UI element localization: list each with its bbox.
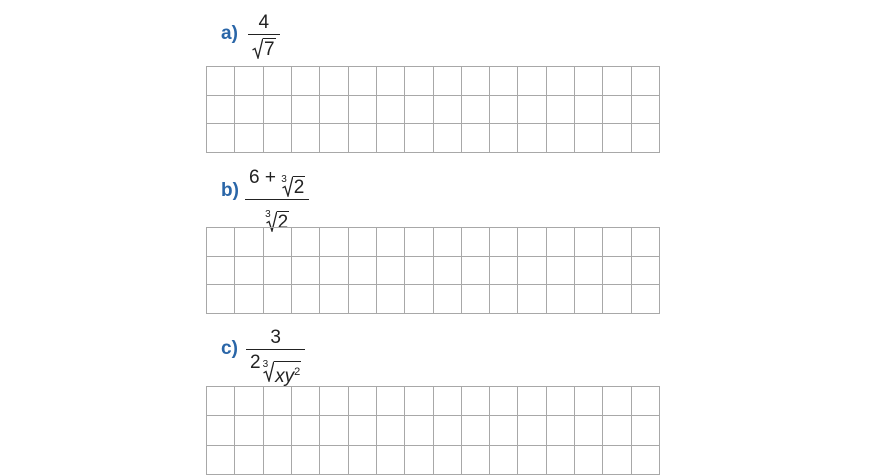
grid-cell[interactable]: [235, 67, 263, 96]
problem-c-expression: [246, 328, 305, 386]
radical-sign-icon: [252, 38, 263, 59]
numerator-prefix: 6 +: [249, 167, 282, 188]
grid-cell[interactable]: [575, 124, 603, 153]
radicand: [274, 361, 301, 386]
radicand: 2: [277, 212, 289, 233]
grid-cell[interactable]: [292, 96, 320, 125]
grid-cell[interactable]: [603, 416, 631, 445]
grid-cell[interactable]: [264, 257, 292, 286]
variable-y: y: [284, 366, 295, 387]
grid-cell[interactable]: [377, 67, 405, 96]
grid-cell[interactable]: [462, 285, 490, 314]
grid-cell[interactable]: [632, 446, 660, 475]
grid-cell[interactable]: [377, 416, 405, 445]
grid-cell[interactable]: [575, 257, 603, 286]
grid-cell[interactable]: [292, 124, 320, 153]
grid-cell[interactable]: [377, 96, 405, 125]
grid-cell[interactable]: [349, 285, 377, 314]
problem-c-denominator: [246, 350, 305, 386]
exponent: 2: [294, 366, 301, 378]
grid-cell[interactable]: [264, 416, 292, 445]
grid-cell[interactable]: [349, 416, 377, 445]
problem-c-numerator: 3: [270, 327, 281, 348]
grid-cell[interactable]: [235, 228, 263, 257]
grid-cell[interactable]: [292, 387, 320, 416]
grid-cell[interactable]: [632, 285, 660, 314]
grid-cell[interactable]: [434, 416, 462, 445]
grid-cell[interactable]: [603, 124, 631, 153]
grid-cell[interactable]: [518, 67, 546, 96]
grid-cell[interactable]: [405, 96, 433, 125]
grid-cell[interactable]: [518, 387, 546, 416]
grid-cell[interactable]: [490, 257, 518, 286]
grid-cell[interactable]: [632, 96, 660, 125]
grid-cell[interactable]: [320, 416, 348, 445]
cube-root: [263, 361, 302, 386]
grid-cell[interactable]: [547, 228, 575, 257]
grid-cell[interactable]: [575, 285, 603, 314]
grid-cell[interactable]: [434, 124, 462, 153]
grid-cell[interactable]: [434, 257, 462, 286]
grid-cell[interactable]: [603, 446, 631, 475]
answer-grid-a[interactable]: [206, 66, 660, 153]
root-index: 3: [262, 359, 269, 370]
grid-cell[interactable]: [462, 446, 490, 475]
grid-cell[interactable]: [518, 446, 546, 475]
grid-cell[interactable]: [632, 67, 660, 96]
grid-cell[interactable]: [462, 387, 490, 416]
problem-a-label: a): [221, 23, 238, 44]
grid-cell[interactable]: [207, 67, 235, 96]
grid-cell[interactable]: [235, 387, 263, 416]
variable-x: x: [275, 366, 285, 387]
grid-cell[interactable]: [632, 257, 660, 286]
grid-cell[interactable]: [377, 285, 405, 314]
grid-cell[interactable]: [575, 446, 603, 475]
grid-cell[interactable]: [292, 67, 320, 96]
grid-cell[interactable]: [320, 96, 348, 125]
grid-cell[interactable]: [575, 67, 603, 96]
grid-cell[interactable]: [490, 124, 518, 153]
grid-cell[interactable]: [490, 228, 518, 257]
grid-cell[interactable]: [603, 228, 631, 257]
problem-b-label: b): [221, 180, 239, 201]
answer-grid-c[interactable]: [206, 386, 660, 475]
grid-cell[interactable]: [490, 446, 518, 475]
grid-cell[interactable]: [264, 67, 292, 96]
grid-cell[interactable]: [235, 124, 263, 153]
problem-b-numerator: [245, 168, 309, 199]
grid-cell[interactable]: [207, 124, 235, 153]
grid-cell[interactable]: [632, 387, 660, 416]
grid-cell[interactable]: [518, 124, 546, 153]
grid-cell[interactable]: [434, 228, 462, 257]
grid-cell[interactable]: [462, 416, 490, 445]
grid-cell[interactable]: [547, 257, 575, 286]
grid-cell[interactable]: [603, 96, 631, 125]
grid-cell[interactable]: [207, 285, 235, 314]
grid-cell[interactable]: [349, 96, 377, 125]
grid-cell[interactable]: [349, 387, 377, 416]
grid-cell[interactable]: [235, 446, 263, 475]
grid-cell[interactable]: [490, 387, 518, 416]
grid-cell[interactable]: [518, 416, 546, 445]
grid-cell[interactable]: [264, 124, 292, 153]
grid-cell[interactable]: [264, 387, 292, 416]
grid-cell[interactable]: [547, 387, 575, 416]
grid-cell[interactable]: [207, 446, 235, 475]
grid-cell[interactable]: [462, 228, 490, 257]
grid-cell[interactable]: [207, 257, 235, 286]
grid-cell[interactable]: [518, 228, 546, 257]
grid-cell[interactable]: [547, 96, 575, 125]
grid-cell[interactable]: [575, 387, 603, 416]
grid-cell[interactable]: [434, 446, 462, 475]
grid-cell[interactable]: [518, 96, 546, 125]
grid-cell[interactable]: [264, 228, 292, 257]
grid-cell[interactable]: [207, 416, 235, 445]
grid-cell[interactable]: [264, 285, 292, 314]
grid-cell[interactable]: [490, 96, 518, 125]
grid-cell[interactable]: [235, 416, 263, 445]
grid-cell[interactable]: [377, 228, 405, 257]
grid-cell[interactable]: [377, 387, 405, 416]
grid-cell[interactable]: [292, 416, 320, 445]
problem-a-denominator: [248, 35, 280, 63]
grid-cell[interactable]: [377, 257, 405, 286]
grid-cell[interactable]: [518, 257, 546, 286]
grid-cell[interactable]: [632, 124, 660, 153]
grid-cell[interactable]: [575, 228, 603, 257]
problem-c-label: c): [221, 338, 238, 359]
grid-cell[interactable]: [434, 285, 462, 314]
grid-cell[interactable]: [377, 446, 405, 475]
grid-cell[interactable]: [434, 67, 462, 96]
grid-cell[interactable]: [320, 285, 348, 314]
grid-cell[interactable]: [547, 124, 575, 153]
grid-cell[interactable]: [547, 67, 575, 96]
radicand: 7: [264, 39, 275, 60]
grid-cell[interactable]: [405, 67, 433, 96]
grid-cell[interactable]: [575, 96, 603, 125]
grid-cell[interactable]: [603, 387, 631, 416]
grid-cell[interactable]: [264, 96, 292, 125]
grid-cell[interactable]: [603, 257, 631, 286]
grid-cell[interactable]: [490, 285, 518, 314]
grid-cell[interactable]: [235, 285, 263, 314]
grid-cell[interactable]: [405, 257, 433, 286]
grid-cell[interactable]: [320, 387, 348, 416]
problem-a-expression: [248, 13, 280, 63]
grid-cell[interactable]: [349, 446, 377, 475]
grid-cell[interactable]: [320, 257, 348, 286]
grid-cell[interactable]: [490, 67, 518, 96]
problem-a-numerator: 4: [258, 12, 270, 33]
grid-cell[interactable]: [547, 446, 575, 475]
grid-cell[interactable]: [405, 446, 433, 475]
grid-cell[interactable]: [207, 387, 235, 416]
grid-cell[interactable]: [405, 387, 433, 416]
grid-cell[interactable]: [632, 228, 660, 257]
grid-cell[interactable]: [547, 416, 575, 445]
grid-cell[interactable]: [292, 446, 320, 475]
grid-cell[interactable]: [320, 228, 348, 257]
grid-cell[interactable]: [603, 67, 631, 96]
grid-cell[interactable]: [349, 228, 377, 257]
grid-cell[interactable]: [235, 96, 263, 125]
grid-cell[interactable]: [462, 257, 490, 286]
root-index: 3: [265, 209, 271, 220]
grid-cell[interactable]: [462, 67, 490, 96]
grid-cell[interactable]: [547, 285, 575, 314]
grid-cell[interactable]: [405, 124, 433, 153]
grid-cell[interactable]: [434, 387, 462, 416]
grid-cell[interactable]: [462, 96, 490, 125]
square-root: [252, 38, 276, 59]
grid-cell[interactable]: [264, 446, 292, 475]
grid-cell[interactable]: [320, 446, 348, 475]
grid-cell[interactable]: [349, 257, 377, 286]
grid-cell[interactable]: [632, 416, 660, 445]
grid-cell[interactable]: [405, 416, 433, 445]
grid-cell[interactable]: [292, 285, 320, 314]
grid-cell[interactable]: [490, 416, 518, 445]
grid-cell[interactable]: [349, 67, 377, 96]
grid-cell[interactable]: [434, 96, 462, 125]
grid-cell[interactable]: [235, 257, 263, 286]
grid-cell[interactable]: [349, 124, 377, 153]
grid-cell[interactable]: [320, 124, 348, 153]
grid-cell[interactable]: [518, 285, 546, 314]
grid-cell[interactable]: [405, 285, 433, 314]
grid-cell[interactable]: [377, 124, 405, 153]
grid-cell[interactable]: [575, 416, 603, 445]
grid-cell[interactable]: [292, 257, 320, 286]
root-index: 3: [281, 174, 287, 185]
grid-cell[interactable]: [320, 67, 348, 96]
grid-cell[interactable]: [405, 228, 433, 257]
grid-cell[interactable]: [292, 228, 320, 257]
grid-cell[interactable]: [207, 96, 235, 125]
answer-grid-b[interactable]: [206, 227, 660, 314]
coefficient: 2: [250, 352, 261, 373]
cube-root: [281, 176, 305, 197]
grid-cell[interactable]: [207, 228, 235, 257]
grid-cell[interactable]: [462, 124, 490, 153]
grid-cell[interactable]: [603, 285, 631, 314]
problem-b-expression: [245, 168, 309, 232]
radicand: 2: [293, 177, 305, 198]
